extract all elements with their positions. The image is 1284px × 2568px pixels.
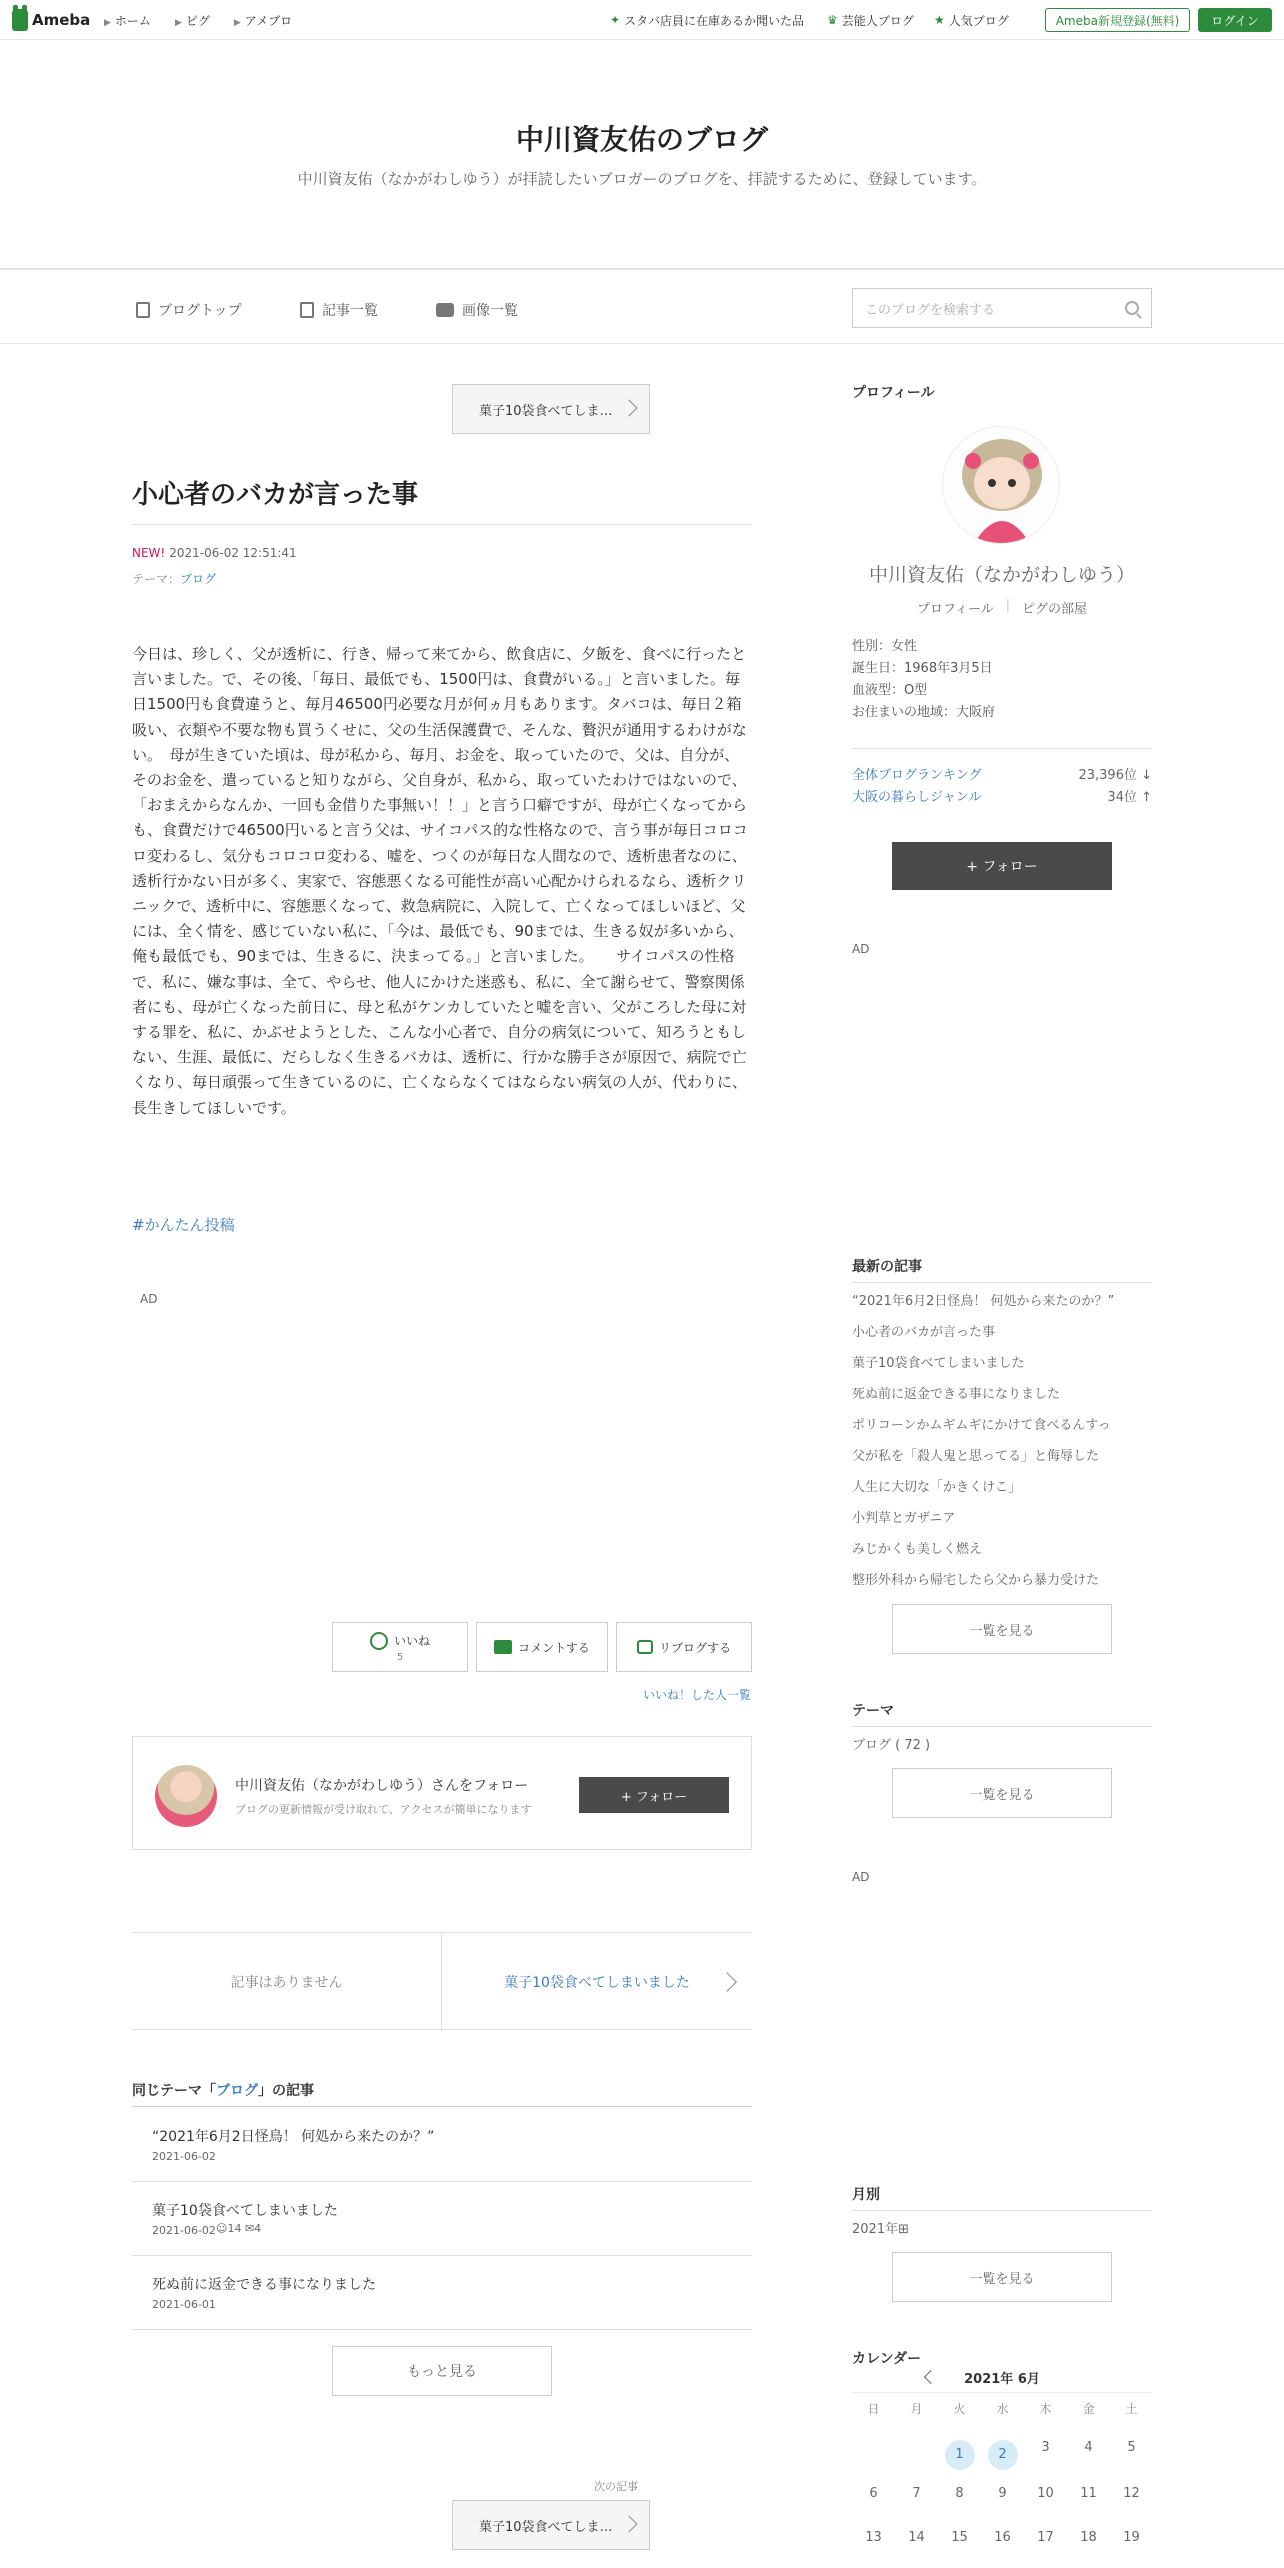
prev-article-top-button[interactable]	[452, 384, 650, 434]
star-icon: ★	[934, 13, 945, 27]
chevron-right-icon: ▶	[174, 17, 182, 28]
latest-item[interactable]: みじかくも美しく燃え	[852, 1542, 983, 1557]
reblog-icon	[637, 1640, 653, 1654]
calendar-cell-label: 10	[1037, 2486, 1054, 2501]
calendar-cell-label: 土	[1125, 2402, 1138, 2416]
article-theme	[132, 570, 216, 587]
calendar-weekday	[895, 2400, 938, 2417]
list-item-title: 死ぬ前に返金できる事になりました	[152, 2277, 376, 2293]
latest-item[interactable]: 父が私を「殺人鬼と思ってる」と侮辱した	[852, 1449, 1100, 1464]
sidebar-follow-button[interactable]: + フォロー	[892, 842, 1112, 890]
nav-home[interactable]	[104, 12, 151, 29]
header-link-label: 芸能人ブログ	[841, 13, 914, 28]
calendar-month: 2021年 6月	[964, 2372, 1040, 2387]
calendar-weekday	[981, 2400, 1024, 2417]
latest-item[interactable]: 小心者のバカが言った事	[852, 1325, 996, 1340]
calendar-cell-label: 1	[945, 2440, 975, 2470]
avatar[interactable]	[155, 1765, 217, 1827]
like-button[interactable]	[332, 1622, 468, 1672]
global-header	[0, 0, 1284, 40]
header-link-label: スタバ店員に在庫あるか聞いた品	[624, 13, 804, 28]
article-date-text: 2021-06-02 12:51:41	[169, 546, 297, 560]
likers-link[interactable]: いいね！した人一覧	[643, 1688, 752, 1702]
profile-links	[852, 598, 1152, 617]
divider	[852, 2210, 1152, 2211]
search-icon[interactable]	[1125, 301, 1139, 315]
theme-item[interactable]: ブログ ( 72 )	[852, 1738, 931, 1753]
profile-area: お住まいの地域：大阪府	[852, 705, 996, 720]
calendar-day	[895, 2486, 938, 2501]
chevron-right-icon: ▶	[233, 17, 241, 28]
calendar-day	[1067, 2530, 1110, 2545]
calendar-day	[981, 2486, 1024, 2501]
calendar-day	[1024, 2530, 1067, 2545]
divider	[132, 2106, 752, 2107]
see-all-monthly-button[interactable]: 一覧を見る	[892, 2252, 1112, 2302]
image-list-label: 画像一覧	[462, 303, 518, 319]
calendar-cell-label: 15	[951, 2530, 968, 2545]
logo-text: Ameba	[32, 11, 91, 29]
header-link-popular[interactable]	[934, 0, 1009, 40]
latest-item[interactable]: 菓子10袋食べてしまいました	[852, 1356, 1025, 1371]
calendar-cell-label: 8	[955, 2486, 964, 2501]
profile-info	[852, 636, 995, 724]
chevron-right-icon	[717, 1972, 737, 1992]
ranking-value: 34位 ↑	[1107, 790, 1152, 805]
more-button[interactable]: もっと見る	[332, 2346, 552, 2396]
document-icon	[136, 302, 150, 318]
chevron-right-icon	[621, 2516, 638, 2533]
calendar-cell-label: 11	[1080, 2486, 1097, 2501]
camera-icon	[436, 303, 454, 317]
comment-icon	[494, 1640, 512, 1654]
calendar-weekday	[1110, 2400, 1153, 2417]
blog-description: 中川資友佑（なかがわしゆう）が拝読したいブロガーのブログを、拝読するために、登録しています。	[297, 170, 987, 188]
theme-link[interactable]: ブログ	[180, 572, 217, 586]
reblog-button[interactable]	[616, 1622, 752, 1672]
calendar-weekday	[1067, 2400, 1110, 2417]
latest-item[interactable]: 整形外科から帰宅したら父から暴力受けた	[852, 1573, 1100, 1588]
profile-gender: 性別：女性	[852, 639, 918, 654]
calendar-day[interactable]	[938, 2440, 981, 2470]
next-article-bottom-label: 菓子10袋食べてしま…	[479, 2519, 613, 2535]
calendar-cell-label: 12	[1123, 2486, 1140, 2501]
blog-top-link[interactable]	[136, 300, 242, 320]
like-row	[370, 1632, 430, 1650]
calendar-cell-label: 4	[1084, 2440, 1093, 2455]
calendar-day	[852, 2486, 895, 2501]
same-theme-link[interactable]: ブログ	[216, 2083, 258, 2099]
header-link-starbucks[interactable]	[610, 0, 804, 40]
calendar-day	[938, 2486, 981, 2501]
comment-label: コメントする	[518, 1640, 590, 1655]
like-count: 5	[396, 1651, 404, 1663]
new-badge: NEW!	[132, 546, 166, 560]
next-article-caption: 次の記事	[594, 2480, 638, 2493]
ranking-genre[interactable]	[852, 786, 1152, 805]
see-all-themes-button[interactable]: 一覧を見る	[892, 1768, 1112, 1818]
calendar-day	[1024, 2440, 1067, 2455]
chevron-right-icon: ▶	[104, 17, 111, 28]
calendar-heading: カレンダー	[852, 2351, 922, 2367]
ranking-overall[interactable]	[852, 764, 1152, 783]
theme-heading: テーマ	[852, 1703, 894, 1719]
ameba-logo-icon	[12, 9, 28, 31]
divider	[852, 2392, 1152, 2393]
calendar-cell-label: 18	[1080, 2530, 1097, 2545]
comment-button[interactable]	[476, 1622, 608, 1672]
divider	[132, 524, 752, 525]
login-button[interactable]: ログイン	[1198, 8, 1272, 32]
calendar-cell-label: 3	[1041, 2440, 1050, 2455]
calendar-day	[938, 2530, 981, 2545]
blog-title[interactable]: 中川資友佑のブログ	[515, 123, 768, 156]
no-prev-article: 記事はありません	[132, 1933, 442, 2031]
latest-item[interactable]: “2021年6月2日怪鳥！ 何処から来たのか？”	[852, 1294, 1115, 1309]
list-item-date: 2021-06-02	[152, 2224, 216, 2237]
profile-heading: プロフィール	[852, 385, 935, 401]
calendar-cell-label: 2	[988, 2440, 1018, 2470]
list-item-date: 2021-06-02	[152, 2150, 216, 2163]
follow-box-name: 中川資友佑（なかがわしゆう）さんをフォロー	[235, 1778, 529, 1794]
nav-home-label: ホーム	[114, 13, 151, 28]
calendar-cell-label: 19	[1123, 2530, 1140, 2545]
list-item-title: “2021年6月2日怪鳥！ 何処から来たのか？”	[152, 2129, 435, 2145]
blog-top-label: ブログトップ	[158, 303, 242, 319]
next-article-bottom-button[interactable]	[452, 2500, 650, 2550]
calendar-cell-label: 水	[996, 2402, 1009, 2416]
chevron-right-icon	[621, 400, 638, 417]
latest-item[interactable]: ポリコーンかムギムギにかけて食べるんすっ	[852, 1418, 1111, 1433]
follow-box-sub: ブログの更新情報が受け取れて、アクセスが簡単になります	[235, 1803, 532, 1816]
pigg-room-link[interactable]: ピグの部屋	[1022, 602, 1088, 617]
list-item-title: 菓子10袋食べてしまいました	[152, 2203, 338, 2219]
divider	[852, 1726, 1152, 1727]
calendar-day[interactable]	[981, 2440, 1024, 2470]
latest-item[interactable]: 死ぬ前に返金できる事になりました	[852, 1387, 1061, 1402]
profile-blood-type: 血液型：O型	[852, 683, 928, 698]
separator: |	[1005, 598, 1011, 613]
list-item-date: 2021-06-01	[152, 2298, 216, 2311]
profile-link[interactable]: プロフィール	[916, 602, 994, 617]
ad-label: AD	[852, 1870, 870, 1884]
see-all-latest-button[interactable]: 一覧を見る	[892, 1604, 1112, 1654]
monthly-item[interactable]: 2021年⊞	[852, 2222, 909, 2237]
calendar-cell-label: 16	[994, 2530, 1011, 2545]
calendar-cell-label: 13	[865, 2530, 882, 2545]
ad-label: AD	[852, 942, 870, 956]
calendar-cell-label: 9	[998, 2486, 1007, 2501]
like-label: いいね	[393, 1634, 430, 1648]
nav-ameblo-label: アメブロ	[244, 13, 293, 28]
profile-name[interactable]: 中川資友佑（なかがわしゆう）	[868, 564, 1135, 586]
calendar-cell-label: 14	[908, 2530, 925, 2545]
monthly-heading: 月別	[852, 2187, 880, 2203]
calendar-cell-label: 金	[1082, 2402, 1095, 2416]
copy-icon	[300, 302, 314, 318]
calendar-day	[1067, 2440, 1110, 2455]
calendar-day	[1024, 2486, 1067, 2501]
blog-search-input[interactable]	[852, 288, 1152, 328]
calendar-day	[852, 2530, 895, 2545]
calendar-cell-label: 5	[1127, 2440, 1136, 2455]
divider	[852, 748, 1152, 749]
calendar-day	[1110, 2440, 1153, 2455]
profile-birthday: 誕生日：1968年3月5日	[852, 661, 993, 676]
header-link-label: 人気ブログ	[948, 13, 1009, 28]
latest-heading: 最新の記事	[852, 1259, 922, 1275]
calendar-cell-label: 日	[867, 2402, 880, 2416]
star-icon: ✦	[610, 13, 621, 27]
smile-icon	[370, 1632, 388, 1650]
calendar-cell-label: 木	[1039, 2402, 1052, 2416]
divider	[852, 1282, 1152, 1283]
follow-button[interactable]: + フォロー	[579, 1777, 729, 1813]
article-title[interactable]: 小心者のバカが言った事	[132, 480, 419, 510]
ranking-name: 大阪の暮らしジャンル	[852, 790, 982, 805]
next-article-label: 菓子10袋食べてしまいました	[504, 1975, 690, 1991]
hashtag-link[interactable]: #かんたん投稿	[132, 1216, 235, 1234]
same-theme-heading	[132, 2080, 314, 2100]
calendar-day	[1110, 2486, 1153, 2501]
nav-pigg[interactable]	[175, 12, 210, 29]
list-item[interactable]	[132, 2182, 752, 2256]
article-body: 今日は、珍しく、父が透析に、行き、帰って来てから、飲食店に、夕飯を、食べに行ったと言いました。で、その後、「毎日、最低でも、1500円は、食費がいる。」と言いました。毎日1500円も食費違うと、毎月46500円必要な月が何ヵ月もあります。タバコは、毎日２箱吸い、衣類や不要な物も買うくせに、父の生活保護費で、そんな、贅沢が通用するわけがない。 母が生きていた頃は、母が私から、毎月、お金を、取っていたので、父は、自分が、そのお金を、遣っていると知りながら、父自身が、私から、取っていたわけではないので、「おまえからなんか、一回も金借りた事無い！！」と言う口癖ですが、母が亡くなってからも、食費だけで46500円いると言う父は、サイコパス的な性格なので、言う事が毎日コロコロ変わるし、気分もコロコロ変わる、嘘を、つくのが毎日な人間なので、透析患者なのに、透析行かない日が多く、実家で、容態悪くなる可能性が高い心配かけられるなら、透析クリニックで、透析中に、容態悪くなって、救急病院に、入院して、亡くなってほしいほど、父には、全く情を、感じていない私に、「今は、最低でも、90までは、生きる奴が多いから、俺も最低でも、90までは、生きるに、決まってる。」と言いました。 サイコパスの性格で、私に、嫌な事は、全て、やらせ、他人にかけた迷惑も、私に、全て謝らせて、警察関係者にも、母が亡くなった前日に、母と私がケンカしていたと嘘を言い、父がころした母に対する罪を、私に、かぶせようとした、こんな小心者で、自分の病気について、知ろうともしない、生涯、最低に、だらしなく生きるバカは、透析に、行かな勝手さが原因で、病院で亡くなり、毎日頑張って生きているのに、亡くならなくてはならない病気の人が、代わりに、長生きしてほしいです。	[132, 645, 748, 1117]
calendar-weekday	[938, 2400, 981, 2417]
nav-pigg-label: ピグ	[185, 13, 210, 28]
latest-item[interactable]: 小判草とガザニア	[852, 1511, 956, 1526]
latest-item[interactable]: 人生に大切な「かきくけこ」	[852, 1480, 1022, 1495]
calendar-cell-label: 17	[1037, 2530, 1054, 2545]
follow-box	[132, 1736, 752, 1850]
calendar-weekday	[852, 2400, 895, 2417]
profile-avatar[interactable]	[942, 426, 1060, 544]
list-item[interactable]	[132, 2108, 752, 2182]
next-article-link[interactable]	[442, 1933, 752, 2031]
ad-label: AD	[140, 1292, 158, 1306]
article-list-link[interactable]	[300, 300, 378, 320]
calendar-cell-label: 7	[912, 2486, 921, 2501]
nav-ameblo[interactable]	[234, 12, 292, 29]
ameba-logo[interactable]	[12, 9, 90, 31]
calendar-day	[1067, 2486, 1110, 2501]
calendar-day	[1110, 2530, 1153, 2545]
prev-article-top-label: 菓子10袋食べてしま…	[479, 403, 613, 419]
calendar-cell-label: 火	[953, 2402, 966, 2416]
theme-label: テーマ：	[132, 572, 181, 586]
list-item[interactable]	[132, 2256, 752, 2330]
prev-next-nav	[132, 1932, 752, 2030]
reblog-label: リブログする	[658, 1640, 731, 1655]
header-link-celebrity[interactable]	[827, 0, 914, 40]
global-nav	[104, 0, 292, 40]
calendar-cell-label: 6	[869, 2486, 878, 2501]
ranking-value: 23,396位 ↓	[1078, 768, 1152, 783]
avatar-illustration	[943, 427, 1060, 544]
same-theme-prefix: 同じテーマ「	[132, 2083, 216, 2099]
ranking-name: 全体ブログランキング	[852, 768, 982, 783]
search-placeholder: このブログを検索する	[865, 302, 996, 318]
crown-icon: ♛	[827, 13, 838, 27]
calendar-weekday	[1024, 2400, 1067, 2417]
calendar-cell-label: 月	[910, 2402, 923, 2416]
calendar-day	[895, 2530, 938, 2545]
blog-nav	[0, 268, 1284, 344]
same-theme-suffix: 」の記事	[258, 2083, 314, 2099]
calendar-day	[981, 2530, 1024, 2545]
list-item-stats: ☺14 ✉4	[216, 2222, 262, 2235]
register-button[interactable]: Ameba新規登録(無料)	[1045, 8, 1190, 32]
article-list-label: 記事一覧	[322, 303, 378, 319]
article-date	[132, 546, 297, 560]
image-list-link[interactable]	[436, 300, 518, 320]
